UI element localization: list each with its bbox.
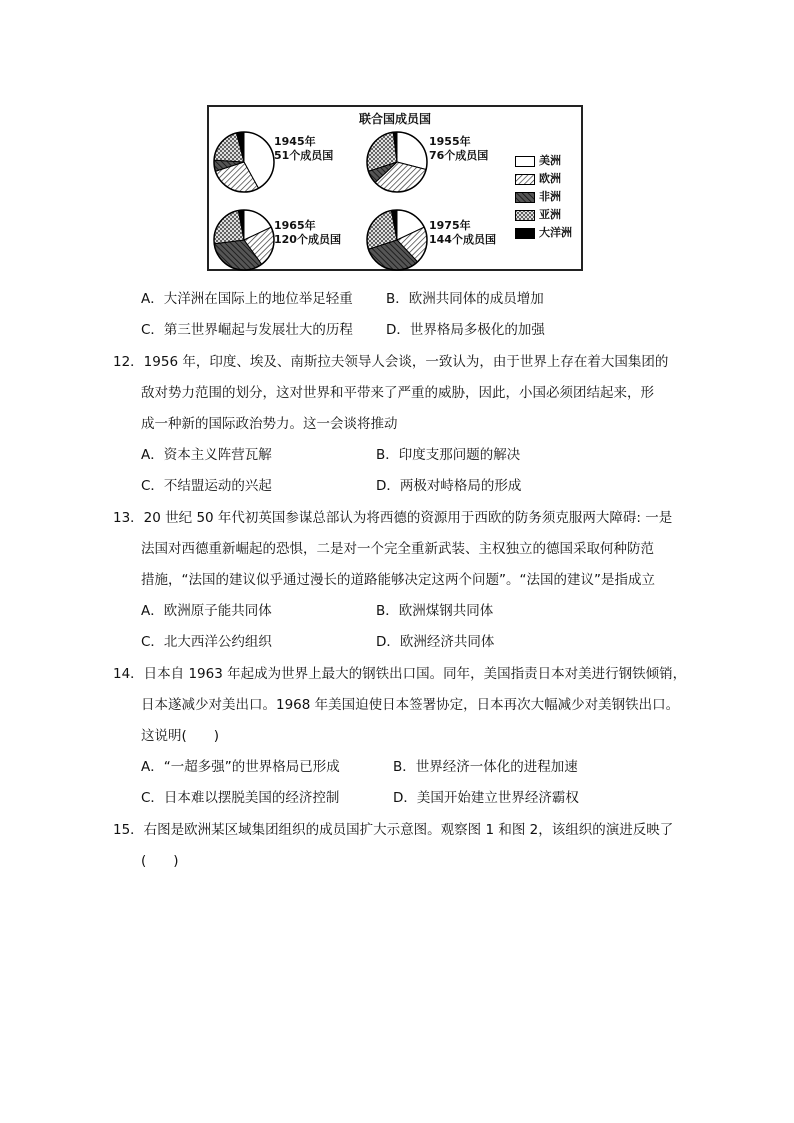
q12-option-a[interactable]: A．资本主义阵营瓦解: [141, 447, 272, 463]
pie-year: 1965年: [274, 219, 316, 232]
q12-option-c[interactable]: C．不结盟运动的兴起: [141, 478, 272, 494]
pie-chart-1975: [364, 207, 430, 273]
pie-chart-1955: [364, 129, 430, 195]
q11-option-d[interactable]: D．世界格局多极化的加强: [386, 322, 545, 338]
pie-year: 1955年: [429, 135, 471, 148]
pie-label-1945: [274, 135, 333, 163]
q13-stem-line: 13．20 世纪 50 年代初英国参谋总部认为将西德的资源用于西欧的防务须克服两大障碍: 一是: [113, 510, 673, 526]
legend-swatch-america: [515, 156, 535, 167]
legend-item-africa: [515, 190, 561, 204]
pie-count: 144个成员国: [429, 233, 496, 246]
q13-option-c[interactable]: C．北大西洋公约组织: [141, 634, 272, 650]
q14-stem-line: 日本遂减少对美出口。1968 年美国迫使日本签署协定，日本再次大幅减少对美钢铁出口。: [141, 697, 680, 713]
pie-year: 1945年: [274, 135, 316, 148]
q14-option-c[interactable]: C．日本难以摆脱美国的经济控制: [141, 790, 340, 806]
legend-item-asia: [515, 208, 561, 222]
pie-label-1965: [274, 219, 341, 247]
q12-option-b[interactable]: B．印度支那问题的解决: [376, 447, 521, 463]
q14-option-b[interactable]: B．世界经济一体化的进程加速: [393, 759, 578, 775]
legend-label: 美洲: [539, 154, 561, 167]
legend-label: 欧洲: [539, 172, 561, 185]
pie-count: 51个成员国: [274, 149, 334, 162]
q12-stem-line: 敌对势力范围的划分，这对世界和平带来了严重的威胁，因此，小国必须团结起来，形: [141, 385, 654, 401]
q13-stem-line: 措施，“法国的建议似乎通过漫长的道路能够决定这两个问题”。“法国的建议”是指成立: [141, 572, 655, 588]
q14-stem-line: 这说明( ): [141, 728, 220, 744]
q13-stem-line: 法国对西德重新崛起的恐惧，二是对一个完全重新武装、主权独立的德国采取何种防范: [141, 541, 654, 557]
q14-option-d[interactable]: D．美国开始建立世界经济霸权: [393, 790, 579, 806]
q14-stem-line: 14．日本自 1963 年起成为世界上最大的钢铁出口国。同年，美国指责日本对美进行钢铁倾销，: [113, 666, 687, 682]
q12-option-d[interactable]: D．两极对峙格局的形成: [376, 478, 522, 494]
legend-swatch-africa: [515, 192, 535, 203]
pie-count: 120个成员国: [274, 233, 341, 246]
legend-swatch-europe: [515, 174, 535, 185]
q11-option-c[interactable]: C．第三世界崛起与发展壮大的历程: [141, 322, 353, 338]
q11-option-a[interactable]: A．大洋洲在国际上的地位举足轻重: [141, 291, 353, 307]
q13-option-d[interactable]: D．欧洲经济共同体: [376, 634, 495, 650]
pie-label-1955: [429, 135, 488, 163]
q13-option-a[interactable]: A．欧洲原子能共同体: [141, 603, 272, 619]
legend-swatch-oceania: [515, 228, 535, 239]
q12-stem-line: 12．1956 年，印度、埃及、南斯拉夫领导人会谈，一致认为，由于世界上存在着大国集团的: [113, 354, 669, 370]
figure-title: 联合国成员国: [358, 112, 431, 126]
legend-swatch-asia: [515, 210, 535, 221]
pie-chart-1945: [211, 129, 277, 195]
q11-option-b[interactable]: B．欧洲共同体的成员增加: [386, 291, 544, 307]
legend-item-oceania: [515, 226, 572, 240]
legend-item-america: [515, 154, 561, 168]
q14-option-a[interactable]: A．“一超多强”的世界格局已形成: [141, 759, 340, 775]
pie-label-1975: [429, 219, 496, 247]
pie-count: 76个成员国: [429, 149, 489, 162]
q15-stem-line: ( ): [141, 853, 179, 869]
legend-label: 非洲: [539, 190, 561, 203]
legend-item-europe: [515, 172, 561, 186]
q12-stem-line: 成一种新的国际政治势力。这一会谈将推动: [141, 416, 398, 432]
un-members-figure: [207, 105, 583, 271]
legend-label: 亚洲: [539, 208, 561, 221]
legend-label: 大洋洲: [539, 226, 572, 239]
pie-year: 1975年: [429, 219, 471, 232]
q15-stem-line: 15．右图是欧洲某区域集团组织的成员国扩大示意图。观察图 1 和图 2，该组织的演进反映了: [113, 822, 674, 838]
q13-option-b[interactable]: B．欧洲煤钢共同体: [376, 603, 494, 619]
pie-chart-1965: [211, 207, 277, 273]
